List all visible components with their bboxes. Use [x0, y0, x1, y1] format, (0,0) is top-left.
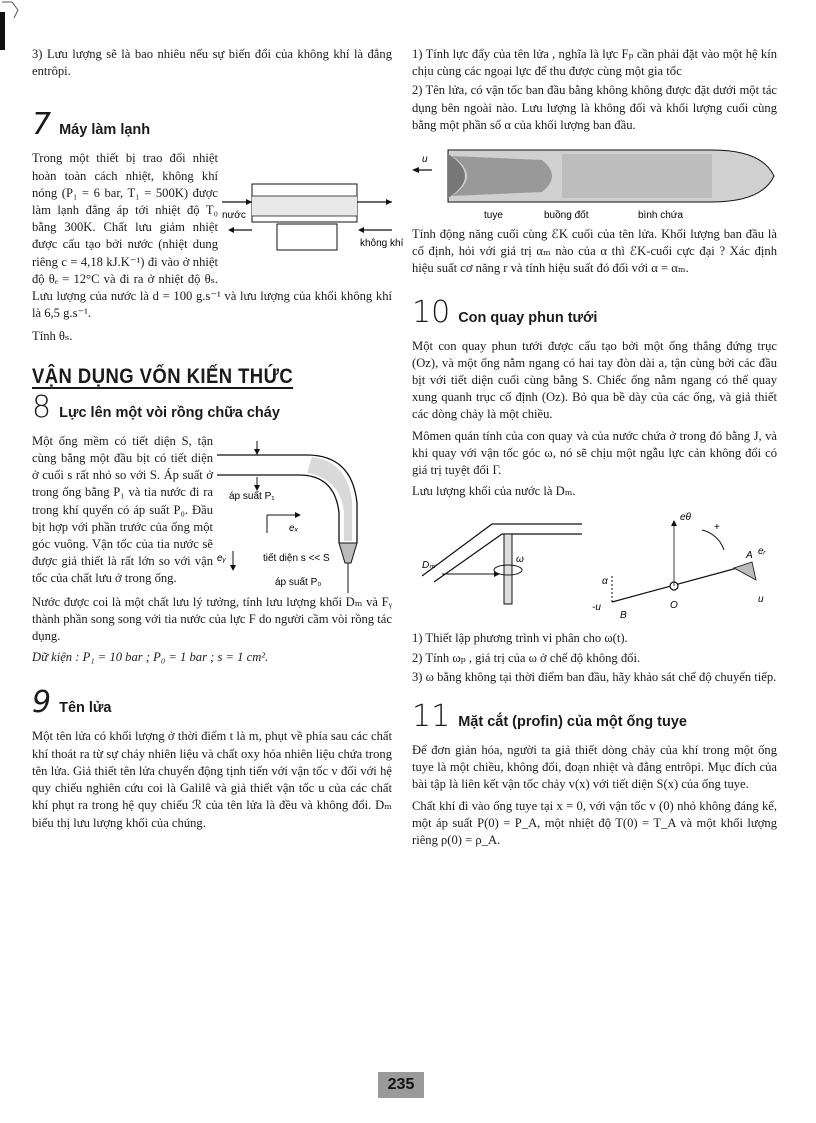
figure-label-plus: +	[714, 522, 720, 534]
exercise-8-heading	[32, 389, 392, 425]
exercise-7-body	[32, 150, 404, 345]
exercise-8-text-2: Nước được coi là một chất lưu lý tưởng, tính lưu lượng khối Dₘ và Fᵧ thành phần song song với tia nước của lực F do người cầm vòi rồng tác dụng.	[32, 594, 392, 644]
exercise-number: 11	[412, 699, 451, 735]
exercise-8-body	[32, 433, 392, 667]
figure-label-nozzle: tuye	[484, 210, 503, 222]
figure-label-o: O	[670, 600, 678, 612]
exercise-7-text: Trong một thiết bị trao đổi nhiệt hoàn toàn cách nhiệt, không khí nóng (P₁ = 6 bar, T₁ = 500K) được làm lạnh đẳng áp tới nhiệt độ T₀ bằng 300K. Chất lưu giảm nhiệt được cấu tạo bởi nước (nhiệt dung riêng c = 4,18 kJ.K⁻¹) đi vào ở nhiệt độ θₑ = 12°C và đi ra ở nhiệt độ θₛ. Lưu lượng của nước là d = 100 g.s⁻¹ và lưu lượng của khối không khí là 6,5 g.s⁻¹.	[32, 151, 392, 321]
figure-label-air: không khí	[360, 238, 404, 250]
figure-label-water: nước	[222, 210, 246, 222]
figure-label-tank: bình chứa	[638, 210, 684, 222]
right-column	[412, 46, 777, 851]
figure-label-alpha: α	[602, 576, 608, 588]
figure-label-section: tiết diện s << S	[263, 552, 330, 564]
ex9-question-2: 2) Tên lửa, có vận tốc ban đầu bằng không không được đặt dưới một tác dụng bên ngoài nào. Lưu lượng là không đổi và khối lượng cuối cùng bằng một phần số α của khối lượng ban đầu.	[412, 83, 777, 132]
exercise-10-question-3: 3) ω bằng không tại thời điểm ban đầu, hãy khảo sát chế độ chuyển tiếp.	[412, 669, 777, 684]
corner-scan-mark	[0, 0, 20, 24]
figure-label-etheta: eθ	[680, 512, 691, 524]
exercise-7-heading	[32, 107, 392, 143]
exercise-title: Con quay phun tưới	[458, 309, 598, 326]
exercise-8-text-1: Một ống mềm có tiết diện S, tận cùng bằng một đầu bịt có tiết diện ở cuối s rất nhỏ so với S. Áp suất ở trong ống bằng P₁ và tia nước đi ra trong khí quyển có áp suất P₀. Đầu bịt hợp với phần trước của ống một góc vuông. Vận tốc của tia nước sẽ được giả thiết là rất lớn so với vận tốc của chất lưu ở trong ống.	[32, 433, 213, 586]
figure-label-ey: eᵧ	[217, 552, 227, 564]
exercise-7-ask: Tính θₛ.	[32, 329, 73, 344]
exercise-number: 9	[32, 685, 52, 721]
ex6-question-3: 3) Lưu lượng sẽ là bao nhiêu nếu sự biến đổi của không khí là đẳng entrôpi.	[32, 47, 392, 79]
exercise-8-data: Dữ kiện : P₁ = 10 bar ; P₀ = 1 bar ; s = 1 cm².	[32, 650, 269, 665]
figure-label-b: B	[620, 610, 627, 622]
figure-label-u-right: u	[758, 594, 764, 606]
fire-hose-figure	[217, 433, 392, 593]
figure-label-p0: áp suất P₀	[275, 576, 322, 588]
ex9-question-2b: Tính động năng cuối cùng ℰK cuối của tên lửa. Khối lượng ban đầu là cố định, hỏi với giá trị αₘ nào của α thì ℰK-cuối cực đại ? Xác định hiệu suất cơ năng r và tính hiệu suất đó đối với α = αₘ.	[412, 227, 777, 276]
exercise-11-text-1: Để đơn giản hóa, người ta giả thiết dòng chảy của khí trong một ống tuye là một chiều, không đổi, đoạn nhiệt và đẳng entrôpi. Mục đích của bài tập là liên kết vận tốc chảy v(x) với tiết diện S(x) của ống tuye.	[412, 743, 777, 792]
exercise-11-heading	[412, 699, 777, 735]
figure-label-er: eᵣ	[758, 546, 766, 558]
exercise-title: Tên lửa	[59, 700, 112, 717]
page-number: 235	[378, 1072, 424, 1098]
figure-label-u: u	[422, 154, 428, 166]
exercise-10-question-2: 2) Tính ωₚ , giá trị của ω ở chế độ không đổi.	[412, 650, 641, 665]
exercise-11-text-2: Chất khí đi vào ống tuye tại x = 0, với vận tốc v (0) nhỏ không đáng kể, một áp suất P(0) = P_A, một nhiệt độ T(0) = T_A và một khối lượng riêng ρ(0) = ρ_A.	[412, 798, 777, 848]
heat-exchanger-figure	[222, 178, 404, 278]
exercise-10-question-1: 1) Thiết lập phương trình vi phân cho ω(t).	[412, 631, 628, 646]
figure-label-combustion-chamber: buồng đốt	[544, 210, 589, 222]
exercise-10-heading	[412, 294, 777, 330]
exercise-title: Máy làm lạnh	[59, 122, 151, 139]
sprinkler-figure	[412, 506, 777, 626]
figure-label-ex: eₓ	[289, 522, 299, 534]
exercise-9-heading	[32, 685, 392, 721]
section-title: VẬN DỤNG VỐN KIẾN THỨC	[32, 364, 294, 388]
exercise-number: 7	[32, 107, 52, 143]
exercise-9-text: Một tên lửa có khối lượng ở thời điểm t là m, phụt về phía sau các chất khí thoát ra từ sự cháy nhiên liệu và chất oxy hóa nhiên liệu chứa trong tên lửa. Giả thiết tên lửa chuyển động tịnh tiến với vận tốc v đối với hệ quy chiếu nghiên cứu coi là Galilê và giả thiết vận tốc u của các chất khí phụt ra trong hệ quy chiếu ℛ của tên lửa là đều và không đổi. Dₘ biểu thị lưu lượng khối của chúng.	[32, 729, 392, 830]
figure-label-omega: ω	[516, 554, 524, 566]
exercise-10-text-2: Mômen quán tính của con quay và của nước chứa ở trong đó bằng J, và khi quay với vận tốc góc ω, nó sẽ chịu một ngẫu lực cản không đổi có giá trị tuyệt đối Γ.	[412, 428, 777, 478]
exercise-title: Mặt cắt (profin) của một ống tuye	[458, 714, 687, 731]
exercise-10-text-3: Lưu lượng khối của nước là Dₘ.	[412, 484, 576, 499]
exercise-title: Lực lên một vòi rồng chữa cháy	[59, 404, 280, 421]
figure-label-dm: Dₘ	[422, 560, 436, 572]
left-column	[32, 46, 404, 834]
ex9-question-1: 1) Tính lực đẩy của tên lửa , nghĩa là lực Fₚ cần phải đặt vào một hệ kín chịu cùng các ngoại lực để thu được cùng một gia tốc	[412, 47, 777, 79]
rocket-figure	[412, 140, 777, 222]
exercise-10-text-1: Một con quay phun tưới được cấu tạo bởi một ống thẳng đứng trục (Oz), và một ống nằm ngang có hai tay đòn dài a, tận cùng bởi các đầu bịt với tiết diện cuối cùng bằng S. Chiếc ống nằm ngang có thể quay xung quanh trục cố định (Oz). Bỏ qua bề dày của các ống, và giả thiết các dòng chảy là một chiều.	[412, 338, 777, 422]
exercise-number: 8	[32, 389, 52, 425]
figure-label-minus-u: -u	[592, 602, 601, 614]
figure-label-a: A	[746, 550, 753, 562]
exercise-number: 10	[412, 294, 451, 330]
figure-label-p1: áp suất P₁	[229, 490, 275, 502]
